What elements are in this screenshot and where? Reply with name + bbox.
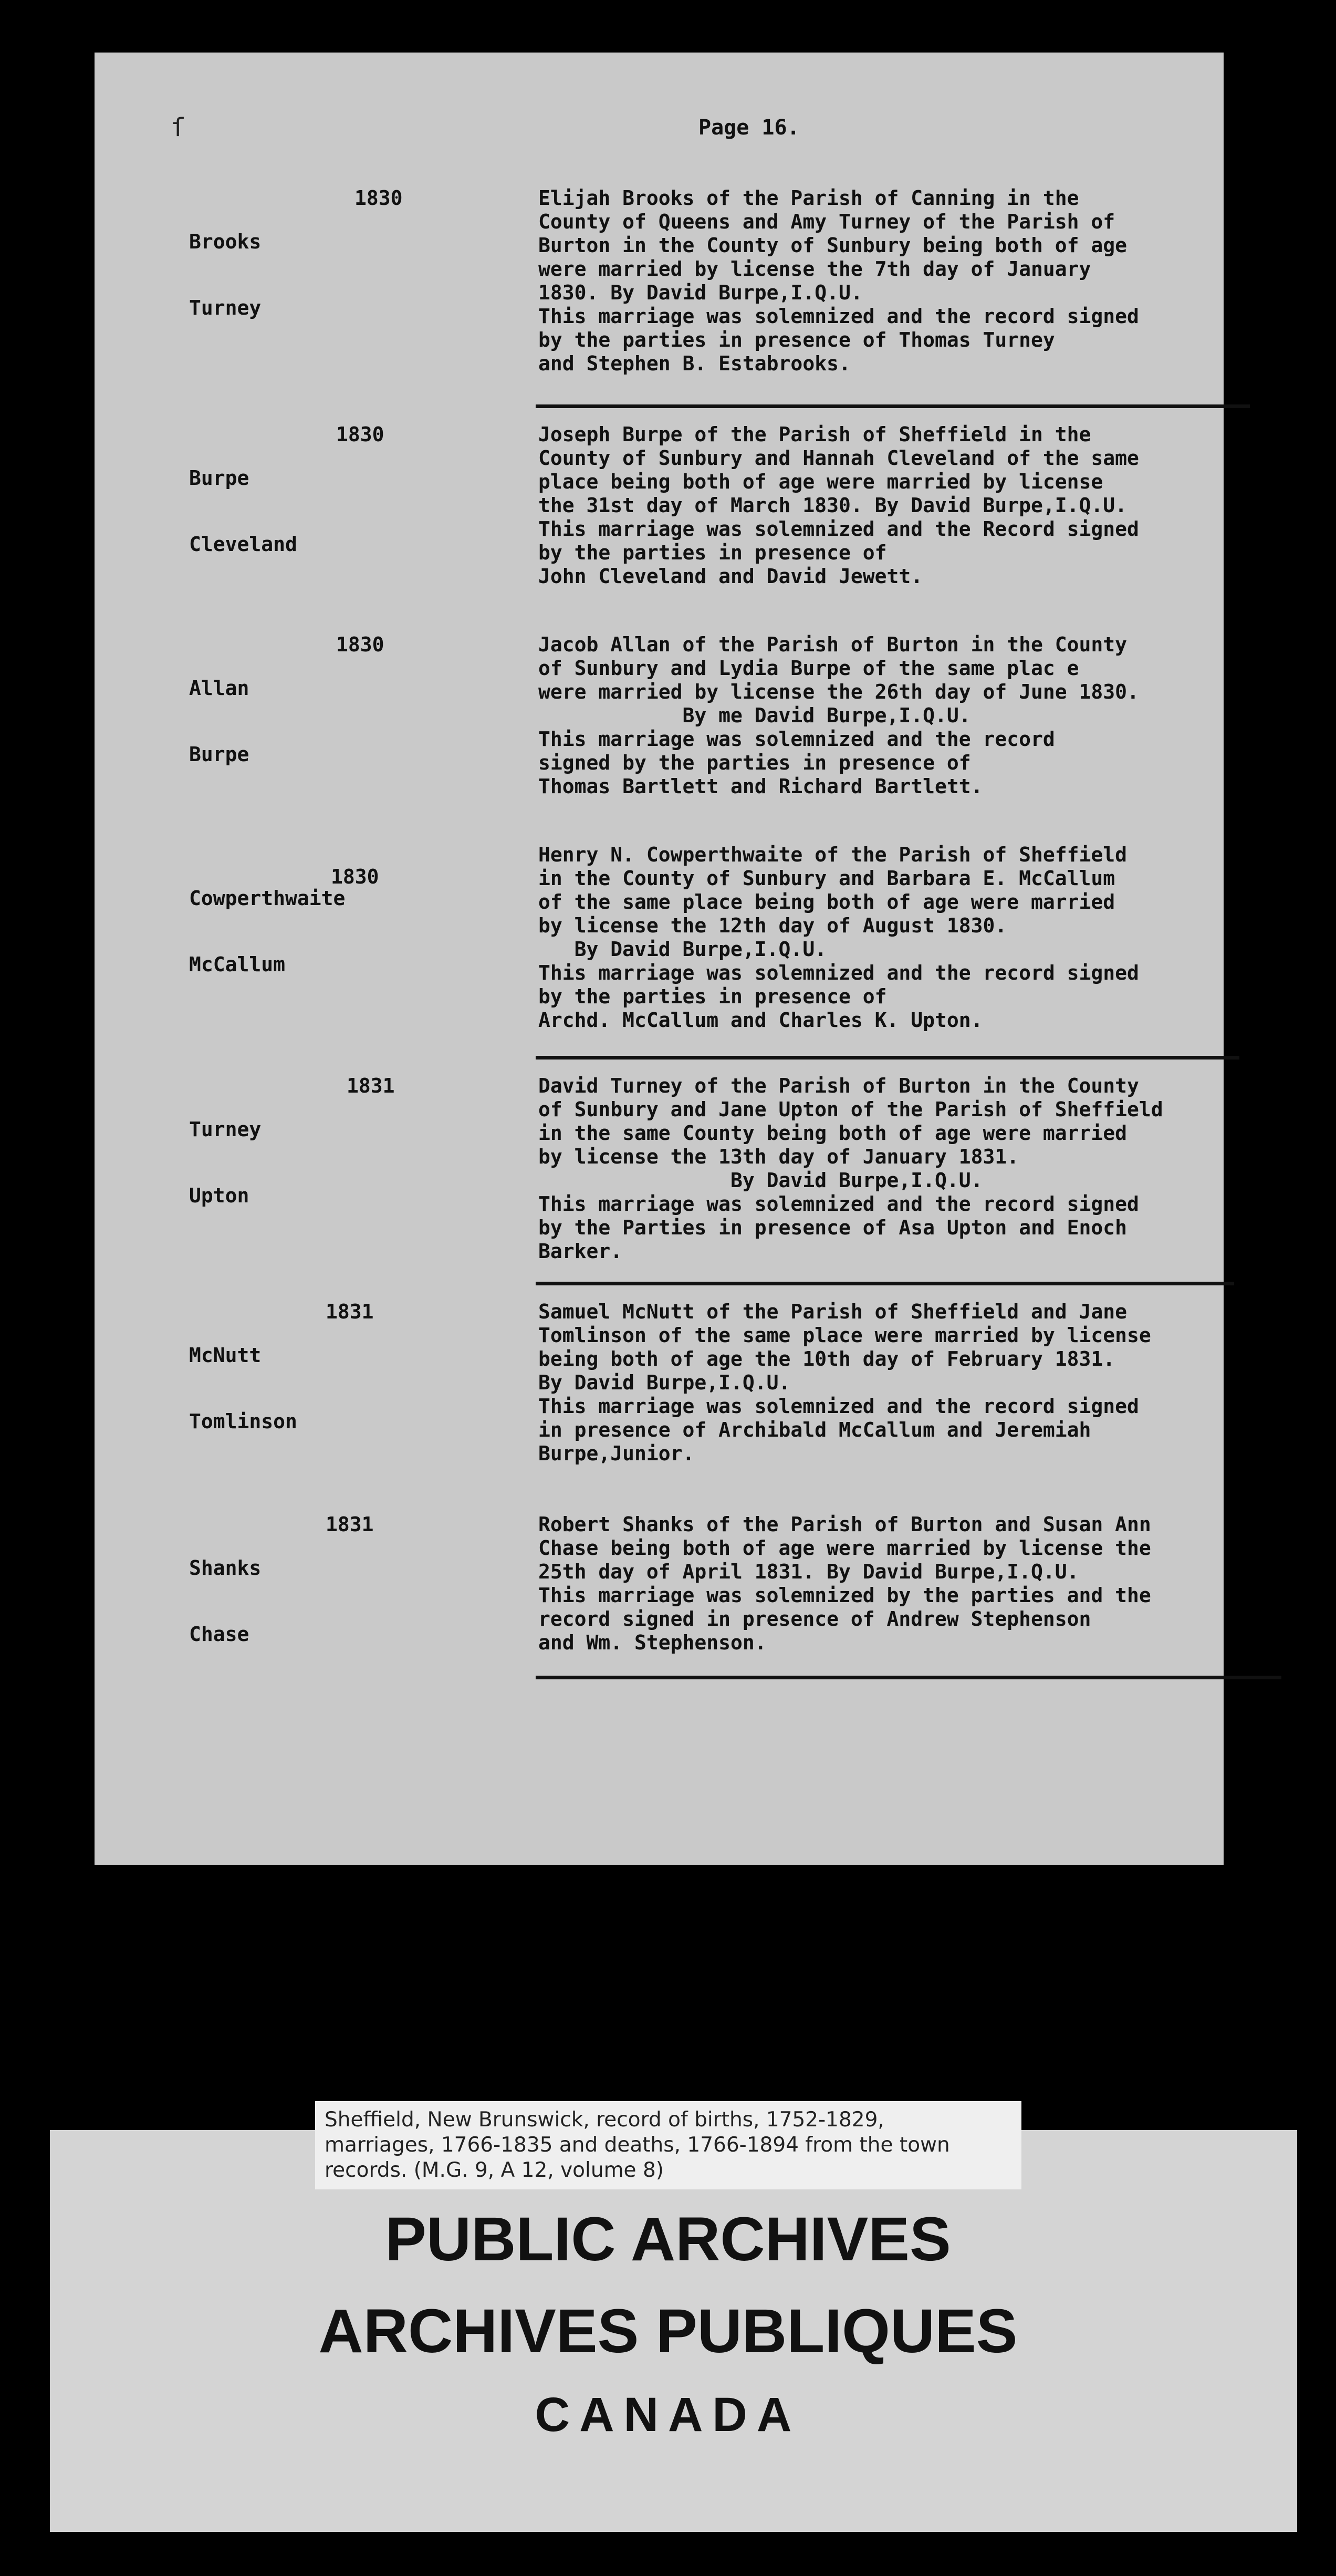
entry-names (189, 1074, 462, 1251)
entry-line: Thomas Bartlett and Richard Bartlett. (538, 775, 983, 798)
entry-line: being both of age the 10th day of February 1831. (538, 1347, 1115, 1370)
entry-line: of the same place being both of age were married (538, 890, 1115, 913)
entry-line: in the same County being both of age were married (538, 1121, 1128, 1145)
entry-line: were married by license the 7th day of January (538, 257, 1091, 281)
entry-name: Cowperthwaite (189, 887, 346, 910)
entry-name: Shanks (189, 1556, 262, 1580)
entry-line: Burpe,Junior. (538, 1442, 695, 1465)
entry-line: by the parties in presence of (538, 985, 887, 1008)
document-page (95, 53, 1224, 1865)
entry-text (538, 1300, 1216, 1466)
entry-names (189, 423, 462, 599)
entry-line: place being both of age were married by license (538, 470, 1103, 493)
entry-line: By David Burpe,I.Q.U. (538, 1169, 983, 1192)
stamp-canada: CANADA (535, 2388, 801, 2442)
entry-name: Turney (189, 1118, 262, 1141)
entry-name: Allan (189, 677, 249, 700)
entry-name: Cleveland (189, 533, 297, 556)
entry-text (538, 633, 1216, 798)
entry-line: signed by the parties in presence of (538, 751, 971, 774)
entry-line: in presence of Archibald McCallum and Jeremiah (538, 1418, 1091, 1441)
entry-line: 25th day of April 1831. By David Burpe,I.Q.U. (538, 1560, 1079, 1583)
entry-line: Joseph Burpe of the Parish of Sheffield in the (538, 423, 1091, 446)
entry-line: the 31st day of March 1830. By David Burpe,I.Q.U. (538, 494, 1128, 517)
entry-line: This marriage was solemnized and the record signed (538, 961, 1139, 984)
caption-line: Sheffield, New Brunswick, record of births, 1752-1829, (325, 2108, 884, 2132)
entry-line: of Sunbury and Jane Upton of the Parish of Sheffield (538, 1098, 1163, 1121)
entry-line: and Stephen B. Estabrooks. (538, 352, 851, 375)
entry-divider (536, 1676, 1281, 1679)
entry-line: by the parties in presence of (538, 541, 887, 564)
entry-name: Turney (189, 296, 262, 319)
entry-name: McCallum (189, 953, 286, 976)
entry-line: Jacob Allan of the Parish of Burton in the County (538, 633, 1128, 656)
entry-line: County of Queens and Amy Turney of the Parish of (538, 210, 1115, 233)
entry-names (189, 633, 462, 809)
entry-divider (536, 1056, 1239, 1060)
entry-year: 1831 (347, 1074, 395, 1097)
entry-names (189, 1513, 462, 1689)
entry-line: This marriage was solemnized and the record signed (538, 1395, 1139, 1418)
entry-line: By David Burpe,I.Q.U. (538, 1371, 791, 1394)
entry-names (189, 186, 462, 363)
entry-names (189, 1300, 462, 1477)
entry-line: Henry N. Cowperthwaite of the Parish of Sheffield (538, 843, 1128, 866)
caption-line: marriages, 1766-1835 and deaths, 1766-1894 from the town (325, 2133, 950, 2157)
entry-line: This marriage was solemnized and the record signed (538, 1192, 1139, 1216)
entry-name: Upton (189, 1184, 249, 1207)
entry-year: 1830 (336, 633, 384, 656)
entry-line: by the Parties in presence of Asa Upton and Enoch (538, 1216, 1128, 1239)
entry-line: Robert Shanks of the Parish of Burton and Susan Ann (538, 1513, 1151, 1536)
entry-line: by the parties in presence of Thomas Turney (538, 328, 1055, 351)
stamp-public-archives: PUBLIC ARCHIVES (385, 2205, 951, 2274)
entry-line: County of Sunbury and Hannah Cleveland of the same (538, 446, 1139, 470)
entry-year: 1831 (326, 1513, 374, 1536)
entry-line: This marriage was solemnized and the record (538, 728, 1055, 751)
margin-mark: ſ (171, 113, 186, 142)
entry-text (538, 423, 1216, 588)
entry-text (538, 1513, 1216, 1655)
entry-text (538, 1074, 1216, 1263)
caption-line: records. (M.G. 9, A 12, volume 8) (325, 2158, 664, 2182)
page-number: Page 16. (698, 116, 800, 140)
entry-year: 1830 (354, 186, 403, 210)
entry-name: Burpe (189, 743, 249, 766)
entry-year: 1830 (336, 423, 384, 446)
record-caption (315, 2101, 1021, 2189)
entry-line: John Cleveland and David Jewett. (538, 565, 923, 588)
entry-names (189, 843, 462, 1020)
entry-text (538, 843, 1216, 1032)
entry-name: Chase (189, 1623, 249, 1646)
entry-year: 1831 (326, 1300, 374, 1323)
entry-line: This marriage was solemnized and the record signed (538, 305, 1139, 328)
entry-year: 1830 (331, 865, 379, 888)
entry-line: Burton in the County of Sunbury being both of age (538, 234, 1128, 257)
entry-line: record signed in presence of Andrew Stephenson (538, 1607, 1091, 1630)
entry-line: Chase being both of age were married by license the (538, 1536, 1151, 1560)
entry-line: by license the 12th day of August 1830. (538, 914, 1007, 937)
entry-line: Barker. (538, 1240, 623, 1263)
entry-line: 1830. By David Burpe,I.Q.U. (538, 281, 863, 304)
entry-name: Tomlinson (189, 1410, 297, 1433)
entry-name: Brooks (189, 230, 262, 253)
entry-line: of Sunbury and Lydia Burpe of the same plac e (538, 657, 1079, 680)
entry-line: and Wm. Stephenson. (538, 1631, 767, 1654)
entry-divider (536, 1282, 1234, 1285)
entry-line: This marriage was solemnized and the Record signed (538, 517, 1139, 541)
entry-text (538, 186, 1216, 376)
entry-name: Burpe (189, 466, 249, 490)
entry-line: were married by license the 26th day of June 1830. (538, 680, 1139, 703)
entry-divider (536, 404, 1250, 408)
entry-line: Samuel McNutt of the Parish of Sheffield and Jane (538, 1300, 1128, 1323)
entry-line: Tomlinson of the same place were married by license (538, 1324, 1151, 1347)
entry-line: Archd. McCallum and Charles K. Upton. (538, 1009, 983, 1032)
entry-line: By me David Burpe,I.Q.U. (538, 704, 971, 727)
entry-line: David Turney of the Parish of Burton in the County (538, 1074, 1139, 1097)
entry-line: Elijah Brooks of the Parish of Canning in the (538, 186, 1079, 210)
stamp-archives-publiques: ARCHIVES PUBLIQUES (318, 2297, 1018, 2366)
entry-line: By David Burpe,I.Q.U. (538, 938, 827, 961)
entry-line: by license the 13th day of January 1831. (538, 1145, 1019, 1168)
entry-line: This marriage was solemnized by the parties and the (538, 1584, 1151, 1607)
entry-line: in the County of Sunbury and Barbara E. McCallum (538, 867, 1115, 890)
entry-name: McNutt (189, 1344, 262, 1367)
